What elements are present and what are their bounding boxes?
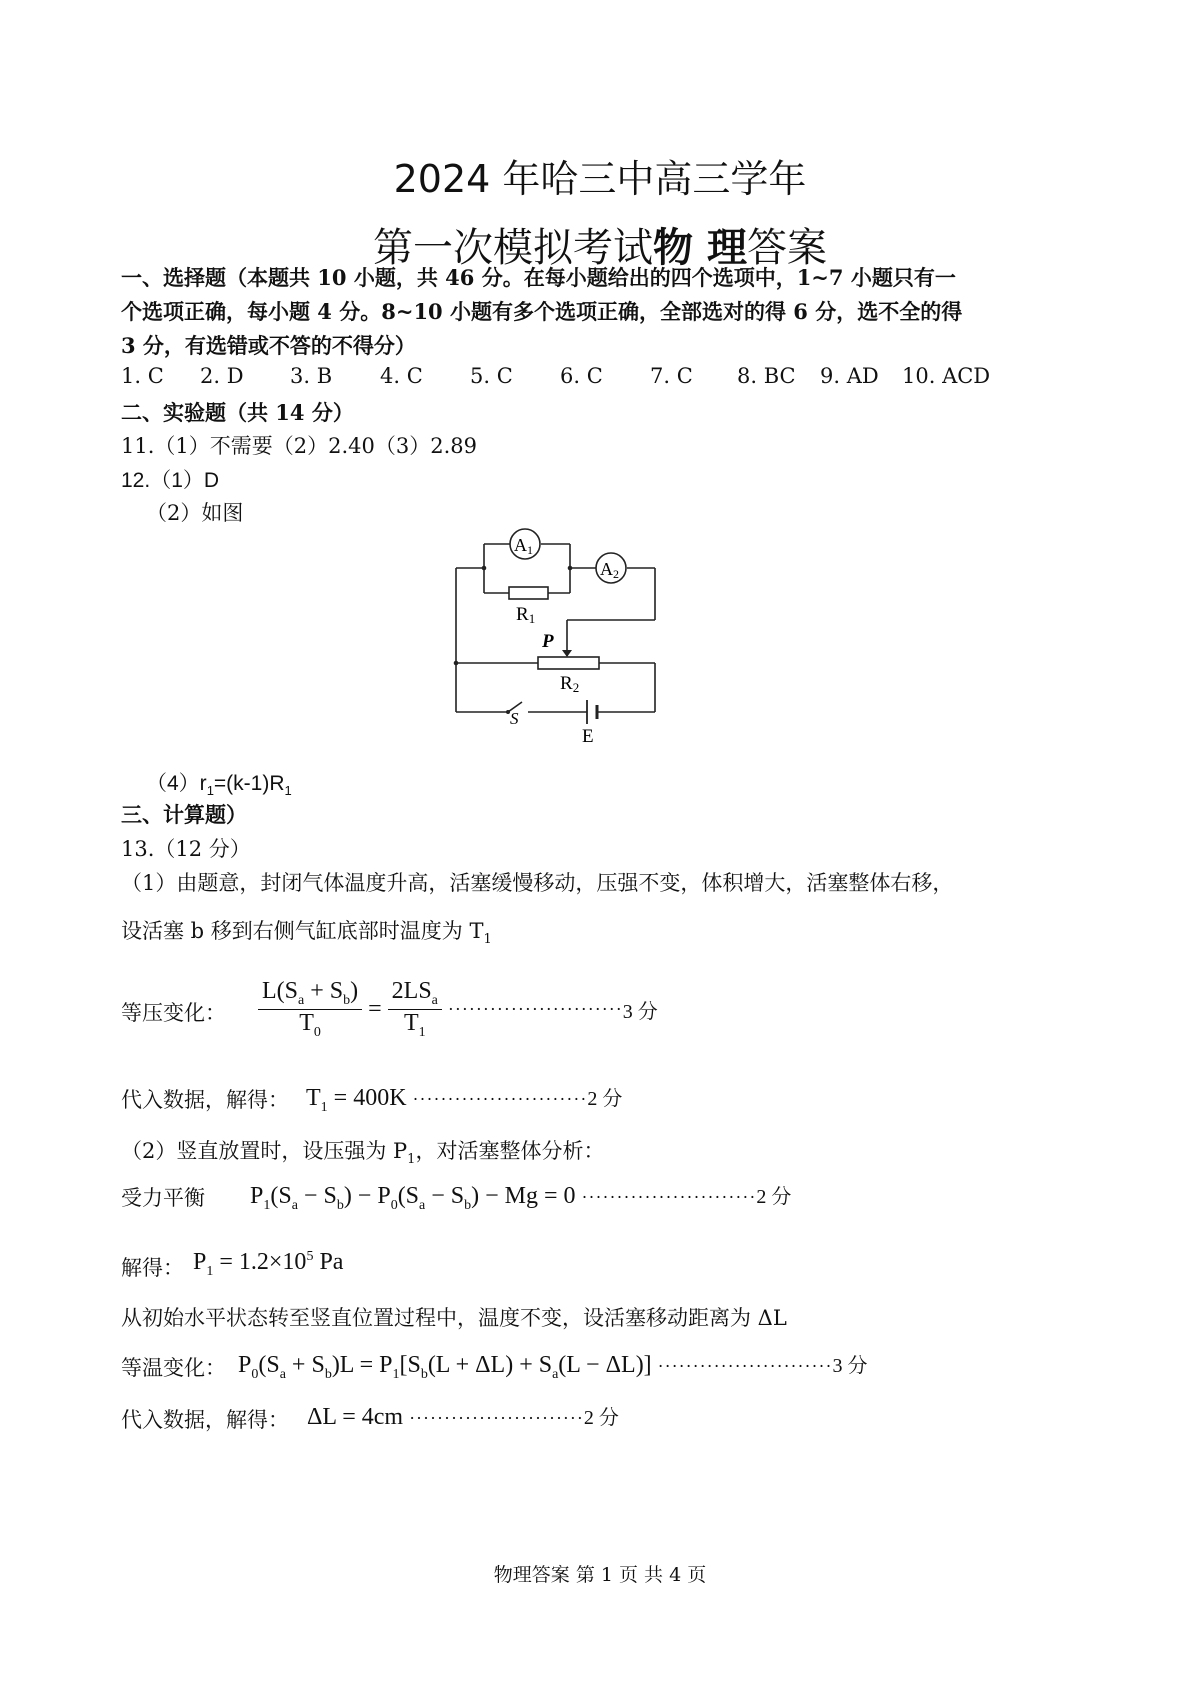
q13-para2: 设活塞 b 移到右侧气缸底部时温度为 $T_1$ <box>121 919 492 948</box>
answer-10: 10. ACD <box>902 364 991 388</box>
title-line2-pre: 第一次模拟考试 <box>373 225 654 271</box>
q13-para4: 从初始水平状态转至竖直位置过程中，温度不变，设活塞移动距离为 ΔL <box>121 1306 787 1330</box>
eq3-label: 受力平衡 <box>121 1186 205 1210</box>
title-line1: 2024 年哈三中高三学年 <box>393 157 807 201</box>
eq5-label: 等温变化： <box>121 1356 226 1380</box>
q13-header: 13.（12 分） <box>121 837 251 861</box>
section1-heading-l3: 3 分，有选错或不答的不得分） <box>121 333 416 358</box>
section3-heading: 三、计算题） <box>121 802 247 827</box>
answer-8: 8. BC <box>737 364 796 388</box>
q12-part2: （2）如图 <box>146 501 244 525</box>
q12-part4: $(4)r_1=(k-1)R_1$ <box>146 772 292 799</box>
answer-3: 3. B <box>290 364 333 388</box>
eq2-label: 代入数据，解得： <box>121 1088 289 1112</box>
r1-label: R1 <box>516 604 536 626</box>
answer-1: 1. C <box>121 364 164 388</box>
r2-label: R2 <box>560 673 580 695</box>
eq1-label: 等压变化： <box>121 1001 226 1025</box>
answer-4: 4. C <box>380 364 423 388</box>
eq5-formula: $P_0(S_a + S_b)L = P_1[S_b(L + \Delta L) + S_a(L - \Delta L)] \cdot\cdot\cdot\cdot\cdot\cdot\cdot\cdot\cdot\cdot\cdot\cdot\cdot\cdot\cdot\cdot\cdot\cdot\cdot\cdot\cdot\cdot\cdot\cdot\cdot 3$ 分 <box>238 1352 868 1382</box>
a2-label: A2 <box>600 559 619 581</box>
eq1-formula: $\frac{L(S_a + S_b)}{T_0}$ = $\frac{2LS_a}{T_1}$ ·························3 分 <box>258 978 658 1041</box>
answer-7: 7. C <box>650 364 693 388</box>
resistor-r1 <box>509 587 548 599</box>
q13-para3: （2）竖直放置时，设压强为 $P_1$，对活塞整体分析： <box>121 1139 605 1168</box>
section1-heading-l2: 个选项正确，每小题 4 分。8~10 小题有多个选项正确，全部选对的得 6 分，选不全的得 <box>121 299 963 324</box>
answer-5: 5. C <box>470 364 513 388</box>
eq4-label: 解得： <box>121 1256 184 1280</box>
eq2-formula: $T_1 = 400K \cdot\cdot\cdot\cdot\cdot\cdot\cdot\cdot\cdot\cdot\cdot\cdot\cdot\cdot\cdot\cdot\cdot\cdot\cdot\cdot\cdot\cdot\cdot\cdot\cdot 2$ 分 <box>306 1085 623 1115</box>
p-label: P <box>542 631 554 652</box>
q12-part1: 12.（1）D <box>121 469 220 492</box>
title-line2-post: 答案 <box>746 225 827 271</box>
answer-6: 6. C <box>560 364 603 388</box>
switch-label: S <box>510 709 519 728</box>
circuit-diagram <box>440 525 680 750</box>
section1-heading-l1: 一、选择题（本题共 10 小题，共 46 分。在每小题给出的四个选项中，1~7 小题只有一 <box>121 265 956 290</box>
title-subject: 物 理 <box>653 224 747 271</box>
a1-label: A1 <box>514 535 533 557</box>
eq4-formula: $P_1 = 1.2\times 10^5$ Pa <box>193 1249 344 1279</box>
q13-para1: （1）由题意，封闭气体温度升高，活塞缓慢移动，压强不变，体积增大，活塞整体右移， <box>121 871 954 895</box>
slider-arrow <box>562 650 572 657</box>
answer-9: 9. AD <box>820 364 879 388</box>
eq3-formula: $P_1(S_a - S_b) - P_0(S_a - S_b) - Mg = 0 \cdot\cdot\cdot\cdot\cdot\cdot\cdot\cdot\cdot\cdot\cdot\cdot\cdot\cdot\cdot\cdot\cdot\cdot\cdot\cdot\cdot\cdot\cdot\cdot\cdot 2$ 分 <box>250 1183 792 1213</box>
q11-answer: 11.（1）不需要（2）2.40（3）2.89 <box>121 434 477 458</box>
e-label: E <box>582 726 594 747</box>
resistor-r2 <box>538 657 599 669</box>
answer-2: 2. D <box>200 364 244 388</box>
section2-heading: 二、实验题（共 14 分） <box>121 400 354 425</box>
eq6-formula: ΔL = 4cm ·························2 分 <box>307 1404 619 1430</box>
eq6-label: 代入数据，解得： <box>121 1408 289 1432</box>
page-footer: 物理答案 第 1 页 共 4 页 <box>493 1564 707 1586</box>
